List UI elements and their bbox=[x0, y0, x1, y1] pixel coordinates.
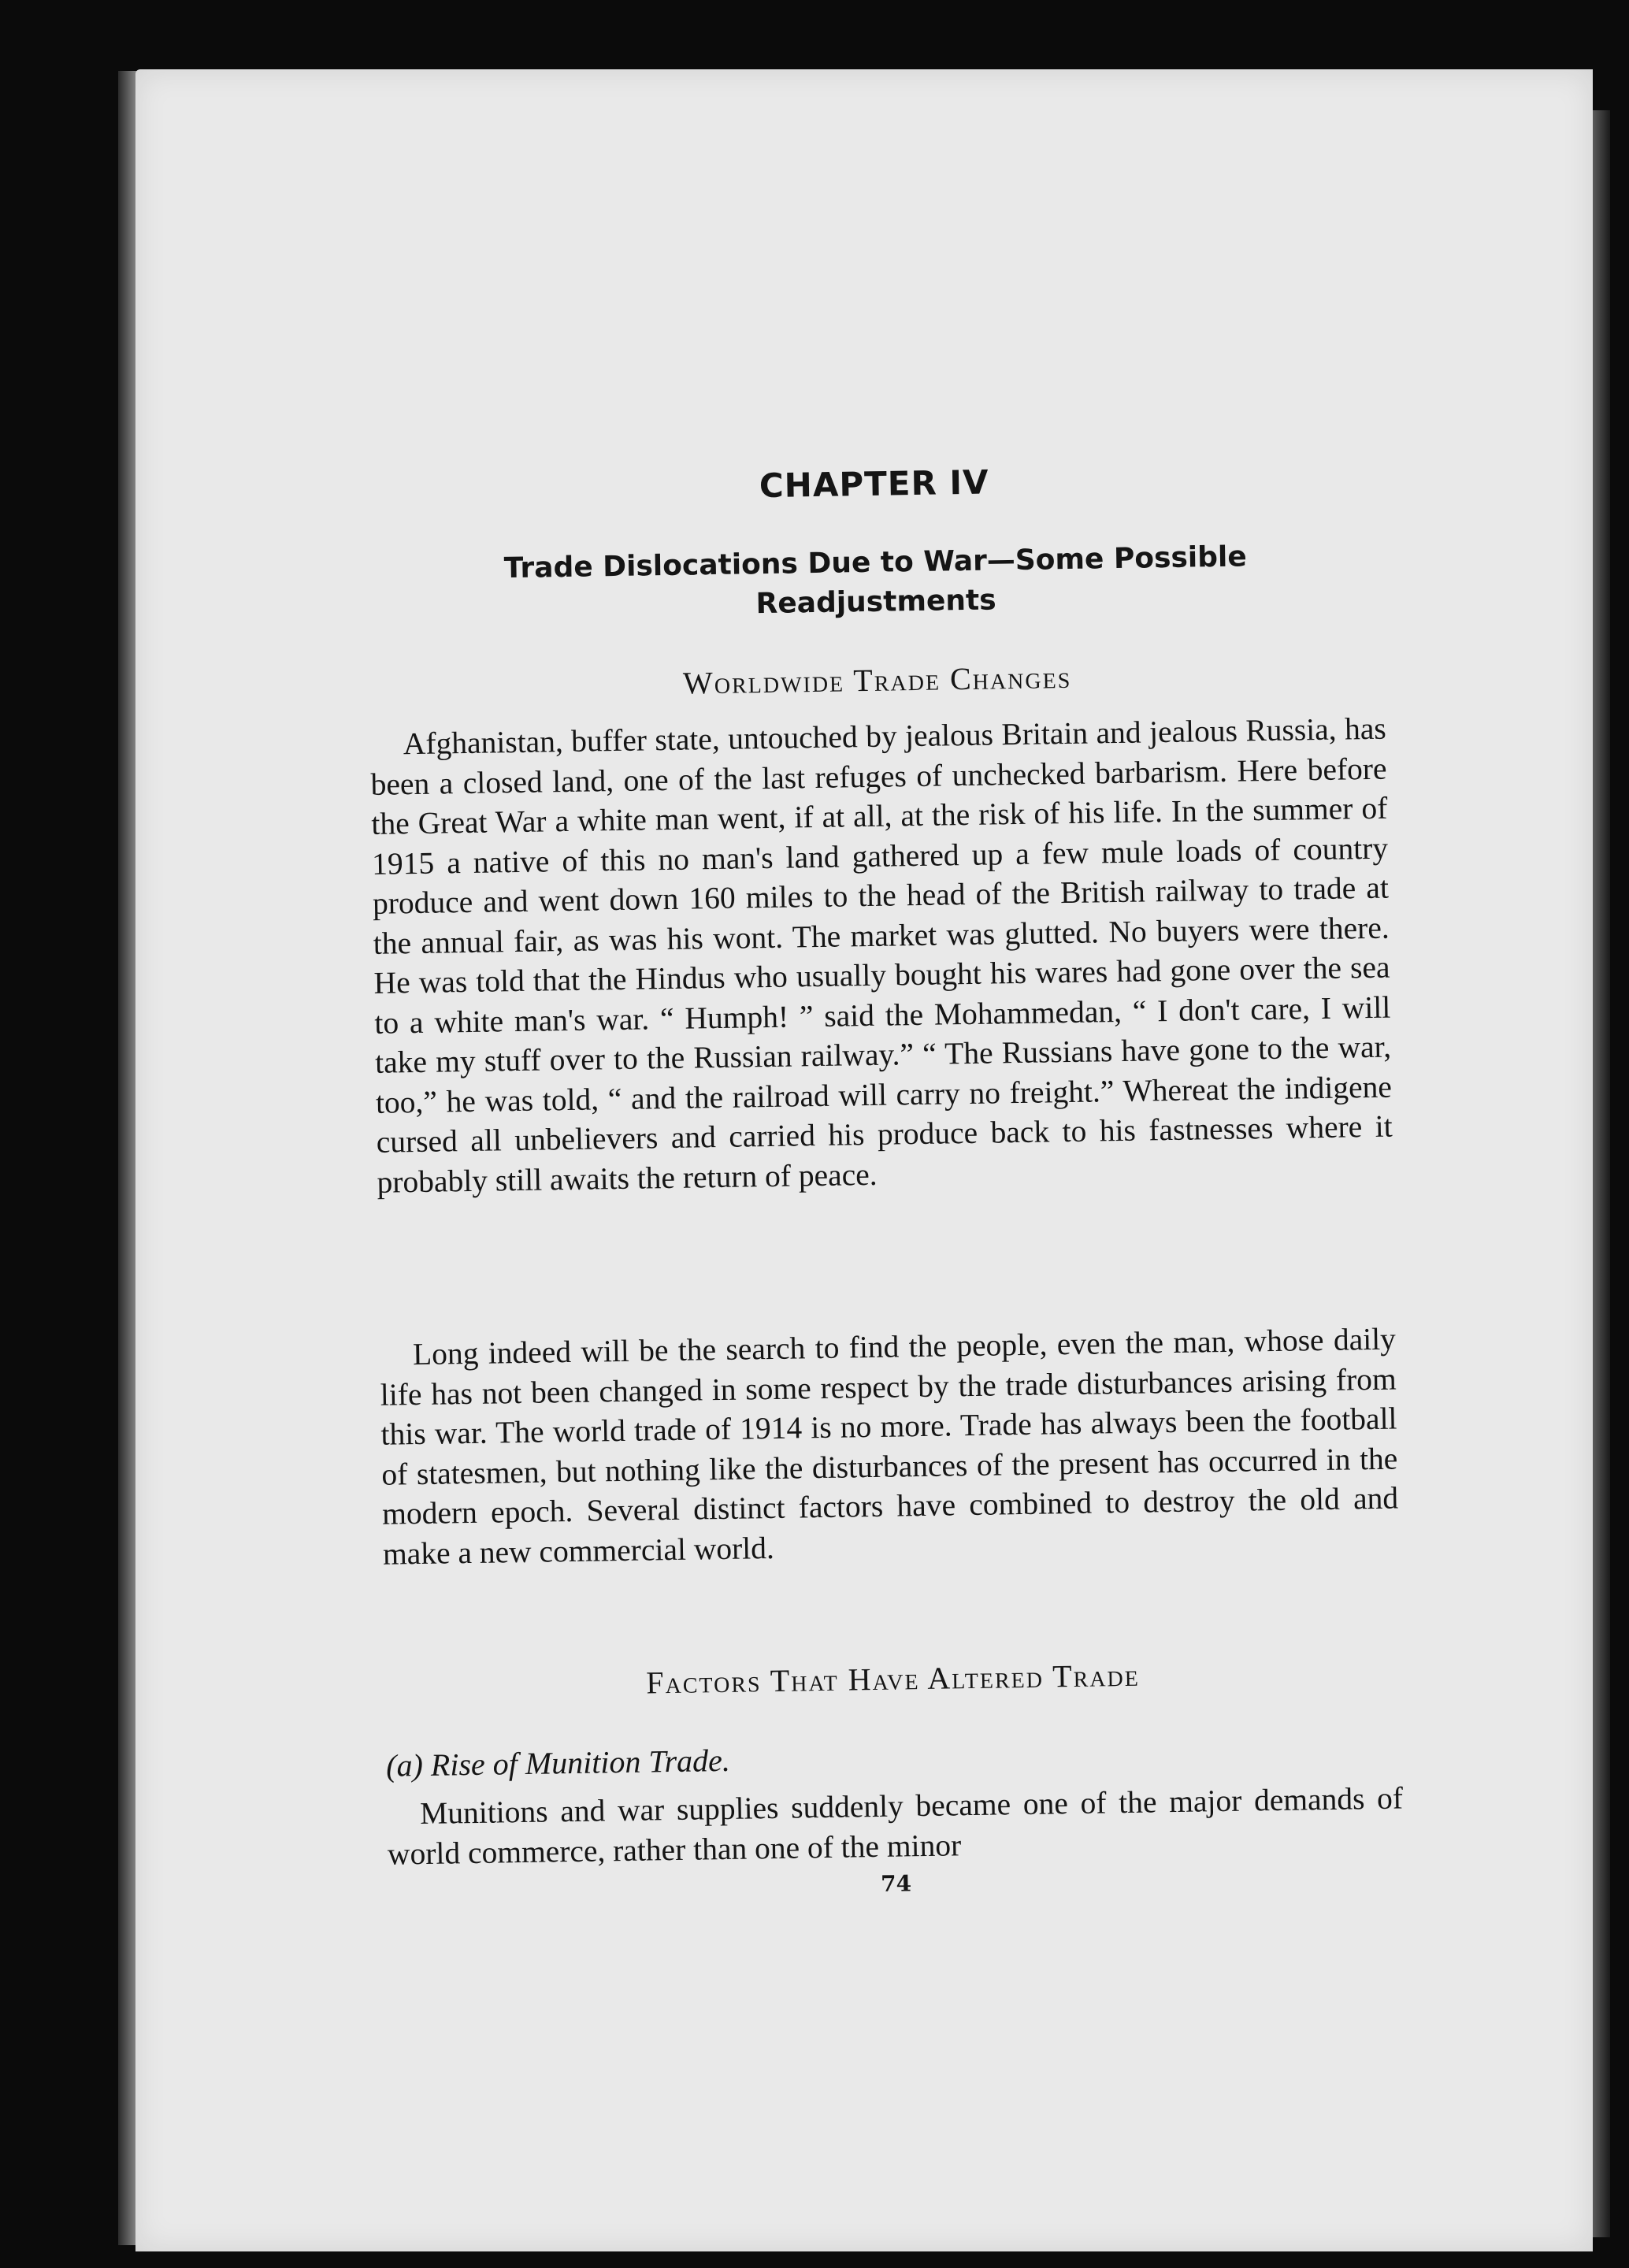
subheading-munition-trade: (a) Rise of Munition Trade. bbox=[385, 1742, 731, 1784]
chapter-title bbox=[367, 536, 1384, 630]
page-number: 74 bbox=[880, 1870, 912, 1897]
book-right-edge bbox=[1593, 110, 1610, 2237]
paragraph-world-trade: Long indeed will be the search to find the people, even the man, whose daily life has not been changed in some respect by the trade disturbances arising from this war. The world trade of 1914 is no more. Trade has always been the football of statesmen, but nothing like the disturbances of the present has occurred in the modern epoch. Several distinct factors have combined to destroy the old and make a new commercial world. bbox=[380, 1321, 1399, 1572]
chapter-title-line-2: Readjustments bbox=[755, 584, 996, 621]
paragraph-munitions: Munitions and war supplies suddenly became one of the major demands of world commerce, rather than one of the minor bbox=[387, 1780, 1404, 1872]
chapter-number: CHAPTER IV bbox=[759, 462, 989, 506]
chapter-title-line-1: Trade Dislocations Due to War—Some Possible bbox=[503, 540, 1248, 585]
section-heading-factors: Factors That Have Altered Trade bbox=[645, 1657, 1141, 1701]
paragraph-afghanistan: Afghanistan, buffer state, untouched by jealous Britain and jealous Russia, has been a closed land, one of the last refuges of unchecked barbarism. Here before the Great War a white man went, if at all, at the risk of his life. In the summer of 1915 a native of this no man's land gathered up a few mule loads of country produce and went down 160 miles to the head of the British railway to trade at the annual fair, as was his wont. The market was glutted. No buyers were there. He was told that the Hindus who usually bought his wares had gone over the sea to a white man's war. “ Humph! ” said the Mohammedan, “ I don't care, I will take my stuff over to the Russian railway.” “ The Russians have gone to the war, too,” he was told, “ and the railroad will carry no freight.” Whereat the indigene cursed all unbelievers and carried his produce back to his fastnesses where it probably still awaits the return of peace. bbox=[370, 711, 1393, 1200]
section-heading-worldwide: Worldwide Trade Changes bbox=[682, 659, 1072, 701]
